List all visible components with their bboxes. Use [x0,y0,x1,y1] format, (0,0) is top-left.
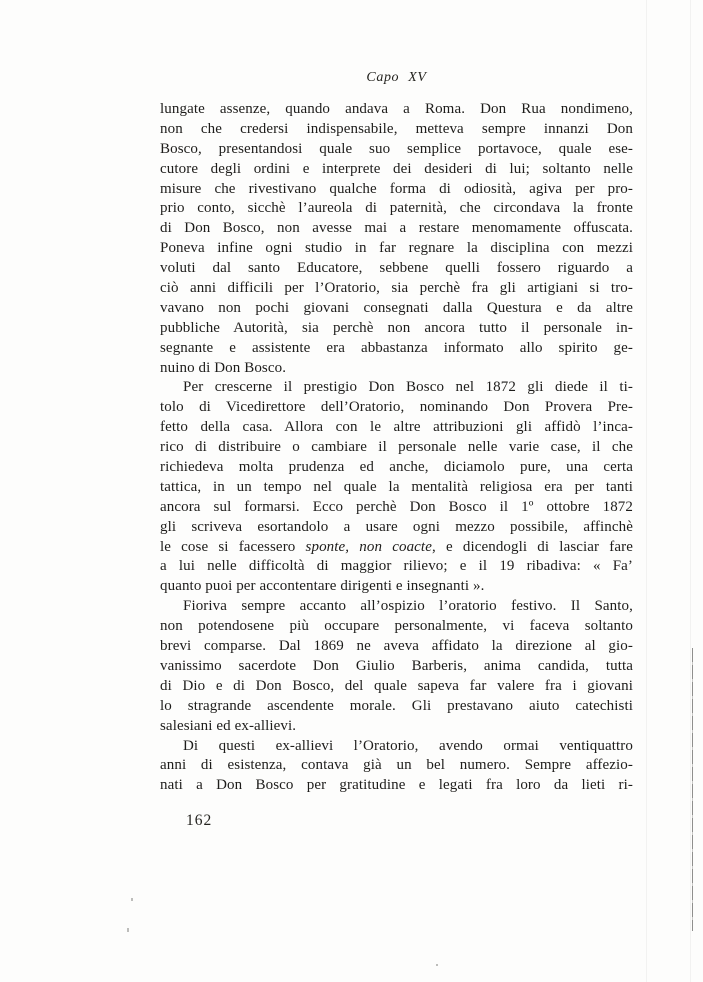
page-number: 162 [186,812,213,829]
scan-noise-speck [436,964,438,966]
text-line: anni di esistenza, contava già un bel numero. Sempre affezio- [160,757,633,774]
text-line: tattica, in un tempo nel quale la mentalità religiosa era per tanti [160,478,633,495]
scan-noise-speck [131,898,133,901]
text-line: cutore degli ordini e interprete dei desideri di lui; soltanto nelle [160,160,633,177]
text-line: ciò anni difficili per l’Oratorio, sia perchè fra gli artigiani si tro- [160,280,633,297]
text-line: non potendosene più occupare personalmente, vi faceva soltanto [160,618,633,635]
text-line: vanissimo sacerdote Don Giulio Barberis, anima candida, tutta [160,657,633,674]
text-line: vavano non pochi giovani consegnati dalla Questura e da altre [160,299,633,316]
scan-noise-speck [127,928,129,932]
text-line: rico di distribuire o cambiare il personale nelle varie case, il che [160,439,633,456]
text-line: brevi comparse. Dal 1869 ne aveva affidato la direzione al gio- [160,638,633,655]
text-line: lo stragrande ascendente morale. Gli prestavano aiuto catechisti [160,697,633,714]
text-line: Per crescerne il prestigio Don Bosco nel 1872 gli diede il ti- [183,379,633,396]
text-line: misure che rivestivano qualche forma di odiosità, agiva per pro- [160,180,633,197]
text-line: prio conto, sicchè l’aureola di paternità, che circondava la fronte [160,200,633,217]
text-segment: le cose si facessero [160,538,306,555]
text-line: Di questi ex-allievi l’Oratorio, avendo ormai ventiquattro [183,737,633,754]
text-line: segnante e assistente era abbastanza informato allo spirito ge- [160,339,633,356]
text-line: nuino di Don Bosco. [160,359,287,376]
scan-edge-line [690,0,691,982]
text-line: Poneva infine ogni studio in far regnare la disciplina con mezzi [160,240,633,257]
text-line: pubbliche Autorità, sia perchè non ancora tutto il personale in- [160,319,633,336]
text-segment: , e dicendogli di lasciar fare [431,538,633,555]
scan-edge-line [646,0,647,982]
text-line: di Don Bosco, non avesse mai a restare menomamente offuscata. [160,220,633,237]
text-line: Fioriva sempre accanto all’ospizio l’oratorio festivo. Il Santo, [183,598,633,615]
text-line: a lui nelle difficoltà di maggior rilievo; e il 19 ribadiva: « Fa’ [160,558,633,575]
text-line: lungate assenze, quando andava a Roma. Don Rua nondimeno, [160,101,633,117]
text-line: richiedeva molta prudenza ed anche, diciamolo pure, una certa [160,459,633,476]
text-line: voluti dal santo Educatore, sebbene quelli fossero riguardo a [160,260,633,277]
text-line: non che credersi indispensabile, metteva sempre innanzi Don [160,120,633,137]
scan-edge-line [692,648,693,931]
running-header: Capo XV [366,70,427,85]
text-line: gli scriveva esortandolo a usare ogni mezzo possibile, affinchè [160,518,633,535]
text-block [160,100,633,796]
text-line: tolo di Vicedirettore dell’Oratorio, nominando Don Provera Pre- [160,399,633,416]
text-line: Bosco, presentandosi quale suo semplice portavoce, quale ese- [160,140,633,157]
text-line: nati a Don Bosco per gratitudine e legati fra loro da lieti ri- [160,777,633,794]
text-line [160,538,633,558]
text-line: fetto della casa. Allora con le altre attribuzioni gli affidò l’inca- [160,419,633,436]
text-line: salesiani ed ex-allievi. [160,717,297,734]
text-line: quanto puoi per accontentare dirigenti e insegnanti ». [160,578,485,595]
text-line: di Dio e di Don Bosco, del quale sapeva far valere fra i giovani [160,677,633,694]
italic-phrase: sponte, non coacte [305,538,432,555]
text-line: ancora sul formarsi. Ecco perchè Don Bosco il 1º ottobre 1872 [160,498,633,515]
